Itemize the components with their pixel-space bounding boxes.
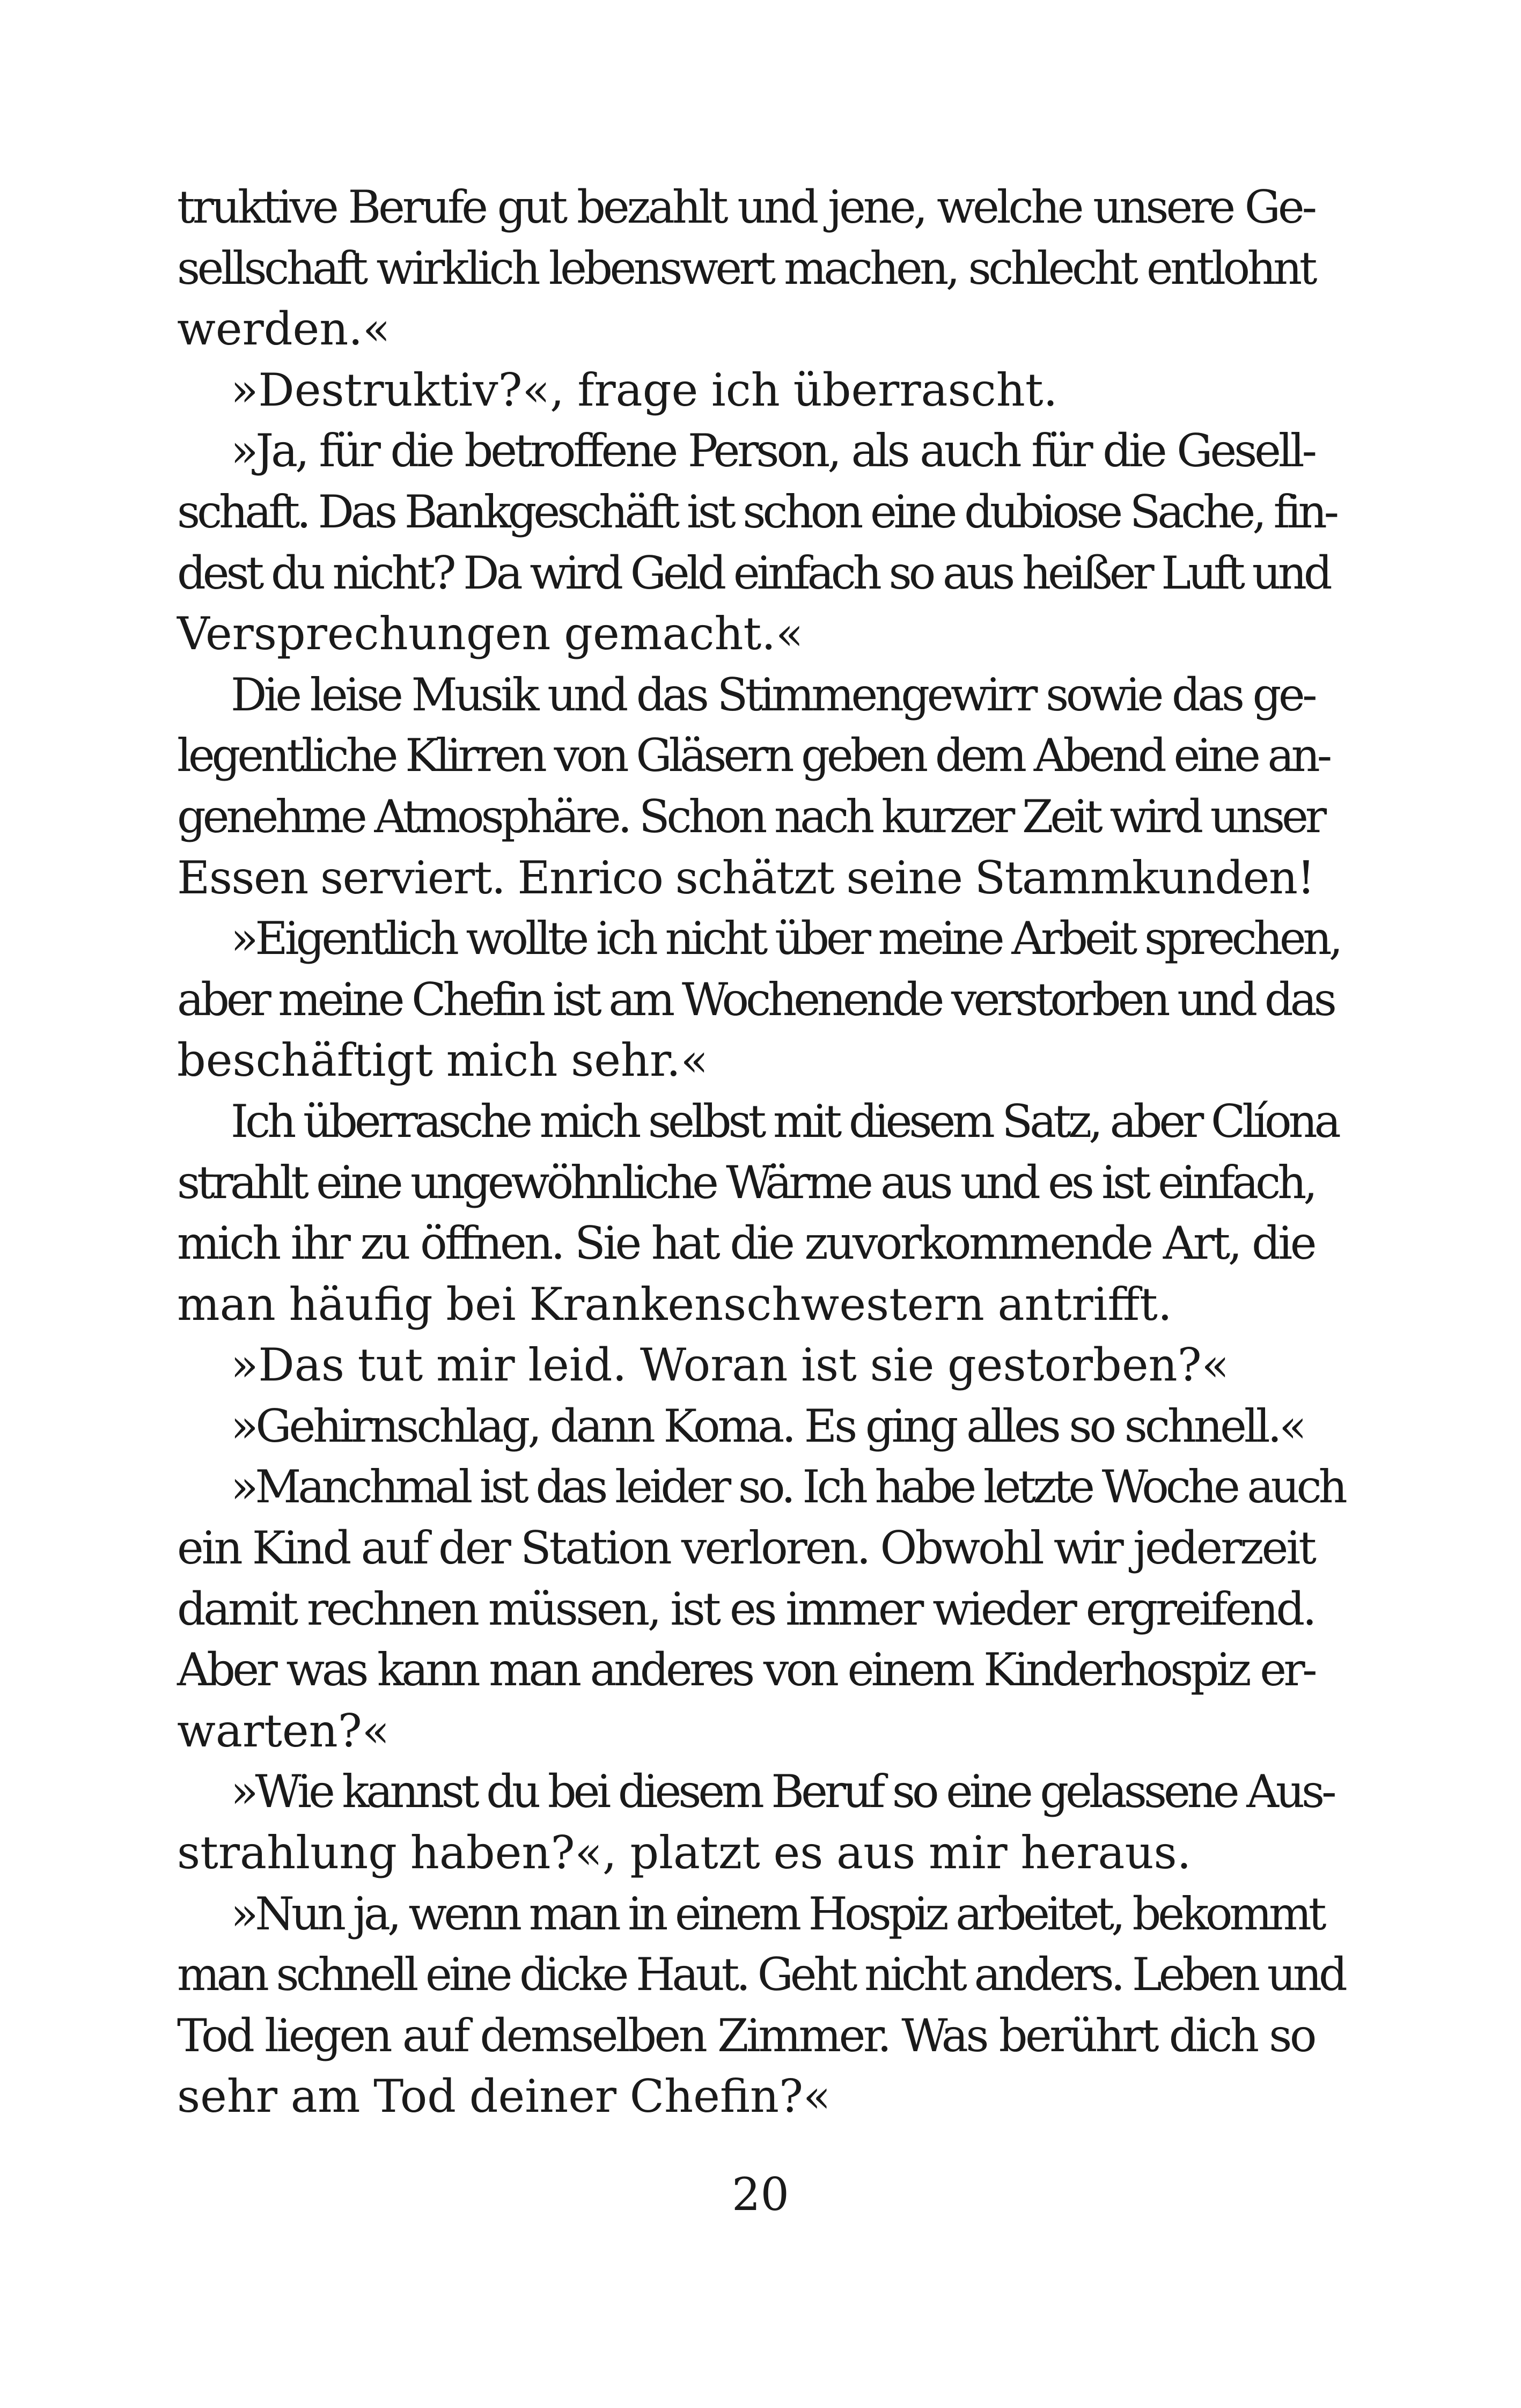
text-line: »Ja, für die betroffene Person, als auch für die Gesell- bbox=[231, 424, 1314, 478]
text-line: »Das tut mir leid. Woran ist sie gestorben?« bbox=[231, 1339, 1230, 1392]
text-line: »Wie kannst du bei diesem Beruf so eine gelassene Aus- bbox=[231, 1765, 1334, 1818]
text-line: sellschaft wirklich lebenswert machen, schlecht entlohnt bbox=[177, 241, 1314, 295]
text-line: strahlt eine ungewöhnliche Wärme aus und es ist einfach, bbox=[177, 1156, 1314, 1209]
text-line: »Eigentlich wollte ich nicht über meine Arbeit sprechen, bbox=[231, 912, 1340, 965]
body-text bbox=[177, 177, 1344, 2127]
text-line: truktive Berufe gut bezahlt und jene, welche unsere Ge- bbox=[177, 181, 1314, 233]
text-line: Versprechungen gemacht.« bbox=[177, 607, 804, 660]
text-line: man häufig bei Krankenschwestern antrifft. bbox=[177, 1278, 1172, 1331]
text-line: Aber was kann man anderes von einem Kinderhospiz er- bbox=[177, 1643, 1314, 1697]
text-line: Die leise Musik und das Stimmengewirr sowie das ge- bbox=[231, 668, 1314, 721]
text-line: Tod liegen auf demselben Zimmer. Was berührt dich so bbox=[177, 2009, 1314, 2062]
text-line: beschäftigt mich sehr.« bbox=[177, 1034, 709, 1087]
text-line: werden.« bbox=[177, 303, 391, 356]
text-line: strahlung haben?«, platzt es aus mir heraus. bbox=[177, 1826, 1192, 1880]
text-line: Essen serviert. Enrico schätzt seine Stammkunden! bbox=[177, 851, 1314, 904]
text-line: genehme Atmosphäre. Schon nach kurzer Zeit wird unser bbox=[177, 790, 1324, 843]
text-line: sehr am Tod deiner Chefin?« bbox=[177, 2070, 831, 2123]
page-number: 20 bbox=[732, 2168, 789, 2221]
text-line: damit rechnen müssen, ist es immer wieder ergreifend. bbox=[177, 1582, 1314, 1635]
text-line: warten?« bbox=[177, 1704, 390, 1757]
text-line: »Manchmal ist das leider so. Ich habe letzte Woche auch bbox=[231, 1460, 1344, 1514]
text-line: man schnell eine dicke Haut. Geht nicht anders. Leben und bbox=[177, 1948, 1344, 2001]
text-line: Ich überrasche mich selbst mit diesem Satz, aber Clíona bbox=[231, 1095, 1338, 1148]
text-line: »Gehirnschlag, dann Koma. Es ging alles so schnell.« bbox=[231, 1399, 1304, 1452]
text-line: »Destruktiv?«, frage ich überrascht. bbox=[231, 363, 1058, 416]
text-line: ein Kind auf der Station verloren. Obwohl wir jederzeit bbox=[177, 1522, 1314, 1575]
text-line: mich ihr zu öffnen. Sie hat die zuvorkommende Art, die bbox=[177, 1217, 1314, 1270]
text-line: schaft. Das Bankgeschäft ist schon eine dubiose Sache, fin- bbox=[177, 485, 1336, 538]
text-line: aber meine Chefin ist am Wochenende verstorben und das bbox=[177, 973, 1334, 1026]
text-line: »Nun ja, wenn man in einem Hospiz arbeitet, bekommt bbox=[231, 1887, 1324, 1940]
text-line: dest du nicht? Da wird Geld einfach so aus heißer Luft und bbox=[177, 546, 1329, 599]
text-line: legentliche Klirren von Gläsern geben dem Abend eine an- bbox=[177, 729, 1329, 782]
